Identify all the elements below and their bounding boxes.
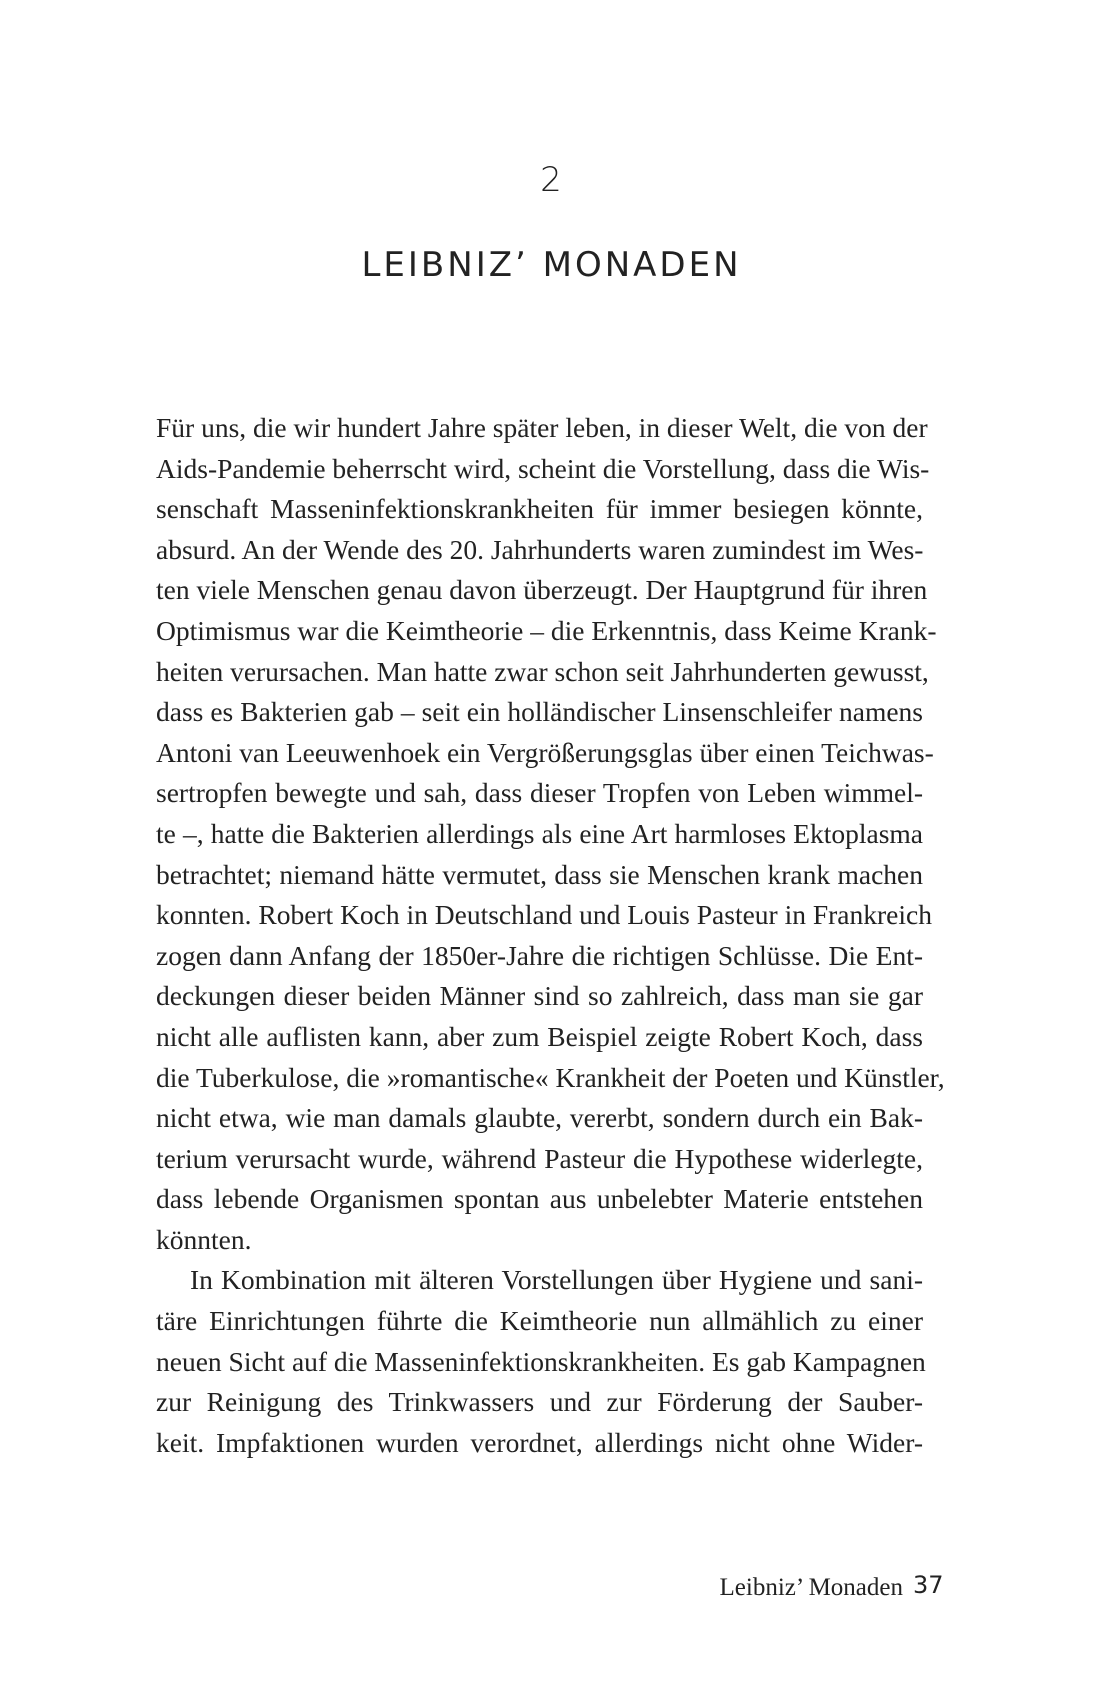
text-line: könnten. [156,1223,252,1255]
text-line: absurd. An der Wende des 20. Jahrhunderts waren zumindest im Wes- [156,533,924,565]
running-footer-title: Leibniz’ Monaden [719,1574,903,1601]
text-line: die Tuberkulose, die »romantische« Krankheit der Poeten und Künstler, [156,1061,945,1093]
chapter-number: 2 [540,160,563,200]
text-line: sertropfen bewegte und sah, dass dieser Tropfen von Leben wimmel- [156,777,923,809]
text-line: betrachtet; niemand hätte vermutet, dass sie Menschen krank machen [156,858,923,890]
text-line: terium verursacht wurde, während Pasteur die Hypothese widerlegte, [156,1142,923,1174]
text-line: konnten. Robert Koch in Deutschland und Louis Pasteur in Frankreich [156,899,932,931]
text-line: te –, hatte die Bakterien allerdings als eine Art harmloses Ektoplasma [156,817,923,849]
text-line: nicht alle auflisten kann, aber zum Beispiel zeigte Robert Koch, dass [156,1020,923,1052]
text-line: Antoni van Leeuwenhoek ein Vergrößerungsglas über einen Teichwas- [156,736,934,768]
paragraph-2 [156,1260,926,1463]
text-line: heiten verursachen. Man hatte zwar schon seit Jahrhunderten gewusst, [156,655,929,687]
body-text [156,408,945,1463]
text-line: täre Einrichtungen führte die Keimtheorie nun allmählich zu einer [156,1305,923,1337]
text-line: keit. Impfaktionen wurden verordnet, allerdings nicht ohne Wider- [156,1426,923,1458]
text-line: deckungen dieser beiden Männer sind so zahlreich, dass man sie gar [156,980,923,1012]
text-line: dass es Bakterien gab – seit ein holländischer Linsenschleifer namens [156,696,923,728]
text-line: In Kombination mit älteren Vorstellungen über Hygiene und sani- [190,1264,923,1296]
text-line: nicht etwa, wie man damals glaubte, vererbt, sondern durch ein Bak- [156,1102,923,1134]
text-line: neuen Sicht auf die Masseninfektionskrankheiten. Es gab Kampagnen [156,1345,926,1377]
page-number: 37 [913,1571,944,1599]
chapter-title: LEIBNIZ’ MONADEN [361,245,742,285]
paragraph-1 [156,408,945,1260]
text-line: zogen dann Anfang der 1850er-Jahre die richtigen Schlüsse. Die Ent- [156,939,923,971]
text-line: senschaft Masseninfektionskrankheiten für immer besiegen könnte, [156,493,923,525]
text-line: dass lebende Organismen spontan aus unbelebter Materie entstehen [156,1183,923,1215]
text-line: Aids-Pandemie beherrscht wird, scheint die Vorstellung, dass die Wis- [156,452,930,484]
text-line: ten viele Menschen genau davon überzeugt. Der Hauptgrund für ihren [156,574,928,606]
text-line: zur Reinigung des Trinkwassers und zur Förderung der Sauber- [156,1386,923,1418]
text-line: Optimismus war die Keimtheorie – die Erkenntnis, dass Keime Krank- [156,614,937,646]
text-line: Für uns, die wir hundert Jahre später leben, in dieser Welt, die von der [156,412,928,443]
